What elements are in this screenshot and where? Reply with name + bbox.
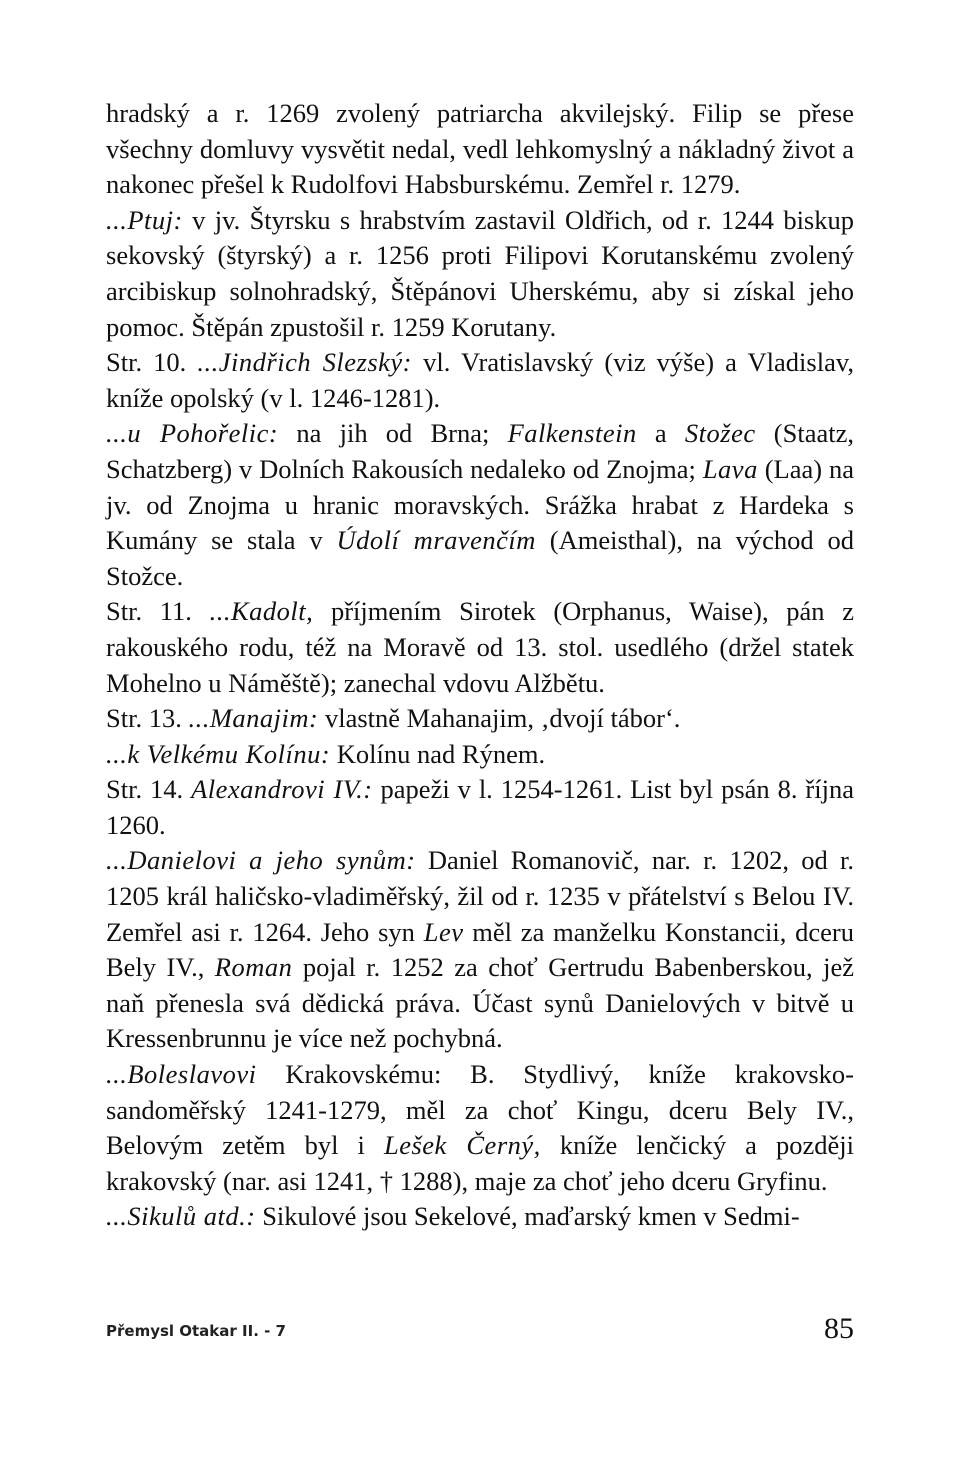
text-segment: Daniel Romanovič, nar. r. 1202, od r. 1205 král haličsko-vladiměřský, žil od r. 1235 v přátelství s Belou IV. Zemřel asi r. 1264. Jeho syn [106,845,854,947]
reference-term: Stožec [684,418,756,449]
text-segment: příjmením Sirotek (Orphanus, Waise), pán z rakouského rodu, též na Moravě od 13. stol. usedlého (držel statek Mohelno u Náměště); zanechal vdovu Alžbětu. [106,596,854,698]
text-segment: (Laa) na jv. od Znojma u hranic moravských. Srážka hrabat z Hardeka s Kumány se stala v [106,453,854,556]
text-segment: Str. 13. [106,703,189,734]
paragraph [106,772,854,843]
text-segment: Kolínu nad Rýnem. [330,738,546,769]
reference-term: ...Manajim: [188,703,319,734]
text-segment: hradský a r. 1269 zvolený patriarcha akvilejský. Filip se přese všechny domluvy vysvětit nedal, vedl lehkomyslný a nákladný život a nakonec přešel k Rudolfovi Habsburskému. Zemřel r. 1279. [106,98,854,200]
reference-term: ...k Velkému Kolínu: [106,738,331,769]
paragraph [106,1199,854,1235]
paragraph [106,96,854,203]
reference-term: ...Kadolt, [209,596,314,627]
page-body-text [106,96,854,1235]
text-segment: vlastně Mahanajim, ‚dvojí tábor‘. [318,703,681,734]
reference-term: Roman [214,952,293,983]
text-segment: na jih od Brna; [278,418,508,449]
paragraph [106,345,854,416]
reference-term: Lešek Černý, [383,1130,541,1161]
reference-term: Alexandrovi IV.: [191,774,373,805]
footer-signature: Přemysl Otakar II. - 7 [106,1322,286,1340]
text-segment: Str. 14. [106,774,192,805]
reference-term: ...u Pohořelic: [106,418,279,449]
reference-term: Údolí mravenčím [336,525,536,556]
reference-term: Lava [702,453,758,484]
text-segment: vl. Vratislavský (viz výše) a Vladislav, kníže opolský (v l. 1246-1281). [106,347,854,413]
reference-term: ...Boleslavovi [106,1059,257,1090]
text-segment: pojal r. 1252 za choť Gertrudu Babenberskou, jež naň přenesla svá dědická práva. Účast synů Danielových v bitvě u Kressenbrunnu je více než pochybná. [106,952,854,1054]
reference-term: ...Jindřich Slezský: [197,347,413,378]
text-segment: (Ameisthal), na východ od Stožce. [106,525,854,591]
text-segment: (Staatz, Schatzberg) v Dolních Rakousích nedaleko od Znojma; [106,418,855,484]
paragraph [106,843,854,1057]
text-segment: Krakovskému: B. Stydlivý, kníže krakovsko-sandoměřský 1241-1279, měl za choť Kingu, dceru Bely IV., Belovým zetěm byl i [106,1059,854,1161]
paragraph [106,416,854,594]
text-segment: papeži v l. 1254-1261. List byl psán 8. října 1260. [106,774,854,840]
paragraph [106,594,854,701]
reference-term: Lev [423,916,464,947]
text-segment: měl za manželku Konstancii, dceru Bely IV., [106,916,855,983]
reference-term: Falkenstein [507,418,637,449]
paragraph [106,203,854,345]
text-segment: v jv. Štyrsku s hrabstvím zastavil Oldřich, od r. 1244 biskup sekovský (štyrský) a r. 1256 proti Filipovi Korutanskému zvolený arcibiskup solnohradský, Štěpánovi Uherskému, aby si získal jeho pomoc. Štěpán zpustošil r. 1259 Korutany. [106,204,854,342]
reference-term: ...Ptuj: [106,204,183,235]
paragraph [106,1057,854,1199]
page-number: 85 [824,1312,854,1345]
paragraph [106,701,854,737]
text-segment: Sikulové jsou Sekelové, maďarský kmen v Sedmi- [255,1201,800,1232]
reference-term: ...Sikulů atd.: [106,1201,256,1232]
text-segment: Str. 11. [106,596,210,627]
text-segment: Str. 10. [106,347,198,378]
text-segment: kníže lenčický a později krakovský (nar. asi 1241, † 1288), maje za choť jeho dceru Gryfinu. [106,1130,854,1196]
text-segment: a [636,418,685,449]
reference-term: ...Danielovi a jeho synům: [106,845,416,876]
paragraph [106,737,854,773]
